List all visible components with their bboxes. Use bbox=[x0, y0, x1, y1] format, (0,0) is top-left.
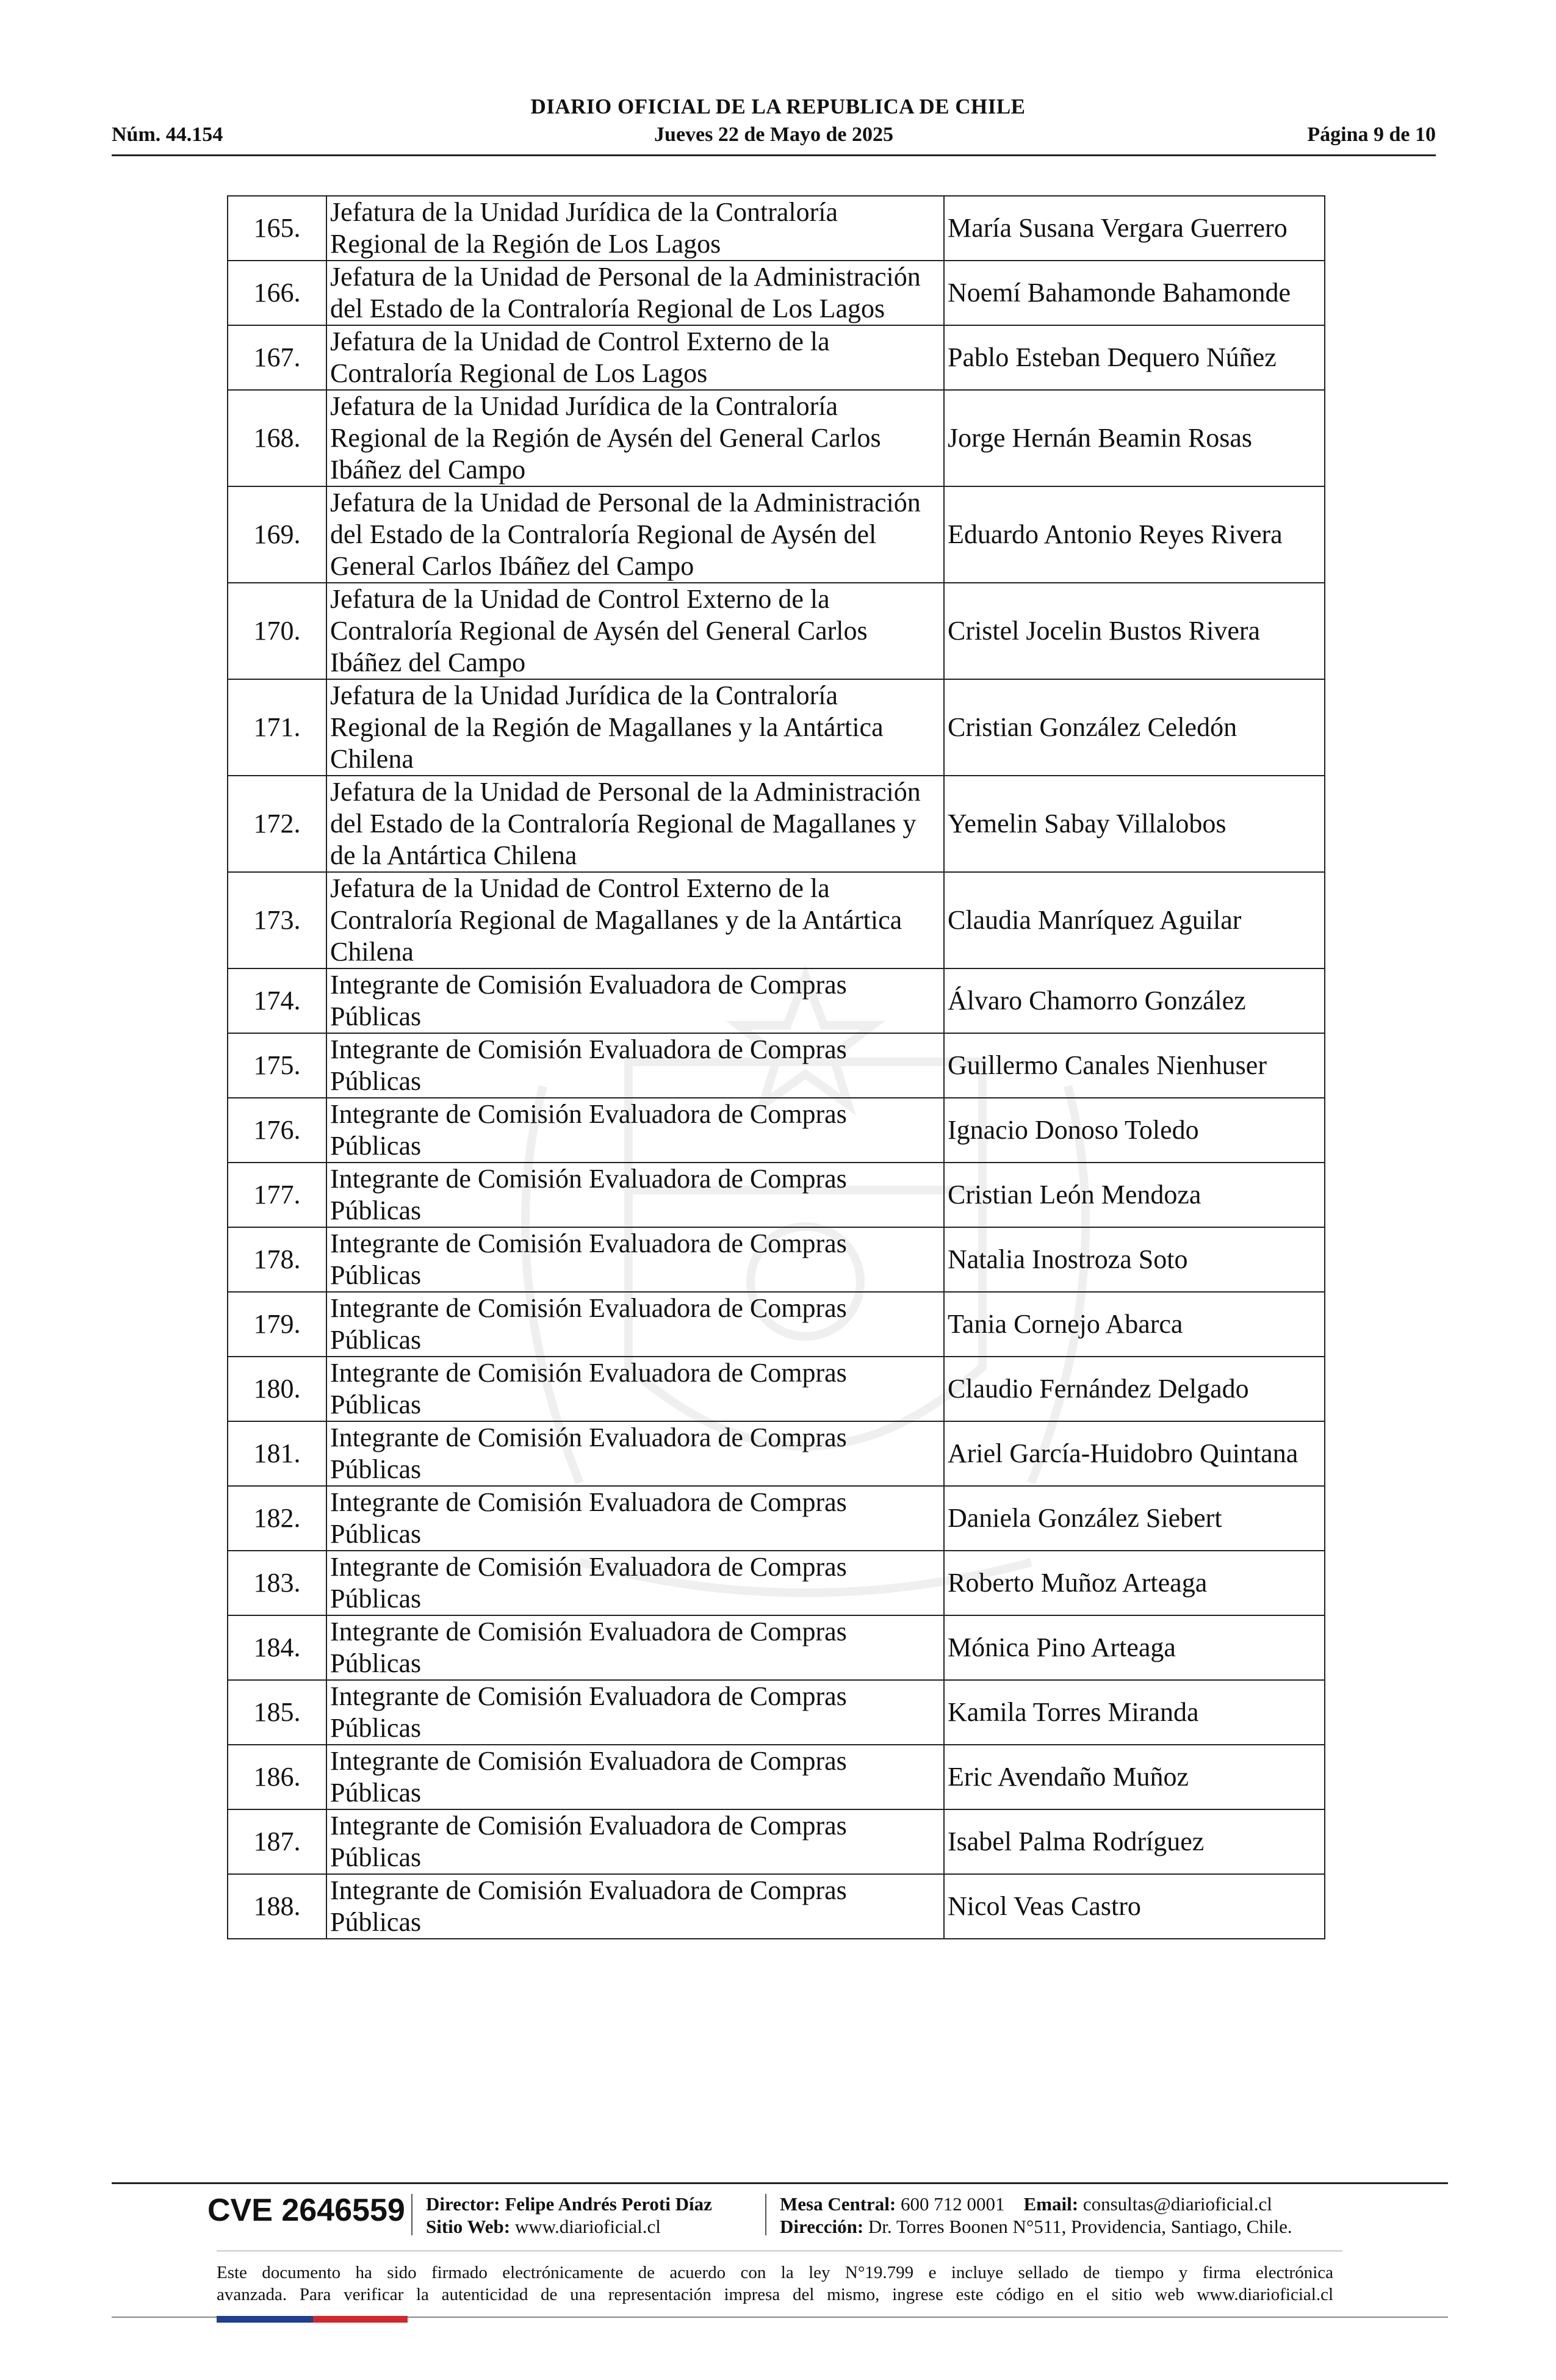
row-number: 179. bbox=[228, 1292, 326, 1357]
table-row bbox=[228, 776, 1325, 872]
legal-notice-line: Este documento ha sido firmado electrónicamente de acuerdo con la ley N°19.799 e incluye sellado de tiempo y firma electrónica bbox=[217, 2263, 1333, 2282]
appointee-name: Pablo Esteban Dequero Núñez bbox=[944, 325, 1325, 390]
director-name: Felipe Andrés Peroti Díaz bbox=[505, 2193, 712, 2215]
appointee-name: Roberto Muñoz Arteaga bbox=[944, 1551, 1325, 1615]
table-row bbox=[228, 1874, 1325, 1939]
appointee-name: Noemí Bahamonde Bahamonde bbox=[944, 261, 1325, 325]
appointee-name: Claudia Manríquez Aguilar bbox=[944, 872, 1325, 968]
row-number: 186. bbox=[228, 1745, 326, 1809]
position-cell: Jefatura de la Unidad de Control Externo de la Contraloría Regional de Magallanes y de la Antártica Chilena bbox=[326, 872, 944, 968]
appointments-table-body bbox=[228, 196, 1325, 1939]
site-link[interactable]: www.diarioficial.cl bbox=[514, 2216, 661, 2237]
row-number: 173. bbox=[228, 872, 326, 968]
issue-date: Jueves 22 de Mayo de 2025 bbox=[654, 123, 893, 146]
email-link[interactable]: consultas@diarioficial.cl bbox=[1082, 2193, 1272, 2215]
row-number: 185. bbox=[228, 1680, 326, 1745]
table-row bbox=[228, 1098, 1325, 1163]
row-number: 171. bbox=[228, 679, 326, 776]
issue-number: Núm. 44.154 bbox=[112, 123, 223, 146]
table-row bbox=[228, 196, 1325, 261]
appointee-name: Ariel García-Huidobro Quintana bbox=[944, 1421, 1325, 1486]
row-number: 170. bbox=[228, 583, 326, 679]
header-divider bbox=[112, 154, 1436, 156]
table-row bbox=[228, 583, 1325, 679]
table-row bbox=[228, 1615, 1325, 1680]
row-number: 187. bbox=[228, 1809, 326, 1874]
page-indicator: Página 9 de 10 bbox=[1307, 123, 1436, 146]
row-number: 167. bbox=[228, 325, 326, 390]
footer-director-block bbox=[426, 2193, 712, 2238]
appointee-name: Kamila Torres Miranda bbox=[944, 1680, 1325, 1745]
appointee-name: Álvaro Chamorro González bbox=[944, 968, 1325, 1033]
site-label: Sitio Web: bbox=[426, 2216, 511, 2237]
position-cell: Jefatura de la Unidad Jurídica de la Contraloría Regional de la Región de Aysén del General Carlos Ibáñez del Campo bbox=[326, 390, 944, 486]
position-cell: Integrante de Comisión Evaluadora de Compras Públicas bbox=[326, 1357, 944, 1421]
legal-notice-line: avanzada. Para verificar la autenticidad de una representación impresa del mismo, ingrese este código en el sitio web www.diarioficial.cl bbox=[217, 2285, 1333, 2304]
table-row bbox=[228, 1809, 1325, 1874]
position-cell: Integrante de Comisión Evaluadora de Compras Públicas bbox=[326, 1292, 944, 1357]
footer-contact-block bbox=[780, 2193, 1292, 2238]
appointee-name: Tania Cornejo Abarca bbox=[944, 1292, 1325, 1357]
table-row bbox=[228, 1033, 1325, 1098]
position-cell: Integrante de Comisión Evaluadora de Compras Públicas bbox=[326, 1421, 944, 1486]
position-cell: Integrante de Comisión Evaluadora de Compras Públicas bbox=[326, 1615, 944, 1680]
newspaper-title: DIARIO OFICIAL DE LA REPUBLICA DE CHILE bbox=[530, 95, 1026, 118]
table-row bbox=[228, 1421, 1325, 1486]
position-cell: Jefatura de la Unidad Jurídica de la Contraloría Regional de la Región de Los Lagos bbox=[326, 196, 944, 261]
position-cell: Integrante de Comisión Evaluadora de Compras Públicas bbox=[326, 1163, 944, 1227]
position-cell: Integrante de Comisión Evaluadora de Compras Públicas bbox=[326, 1098, 944, 1163]
appointee-name: Nicol Veas Castro bbox=[944, 1874, 1325, 1939]
table-row bbox=[228, 390, 1325, 486]
appointee-name: Daniela González Siebert bbox=[944, 1486, 1325, 1551]
position-cell: Integrante de Comisión Evaluadora de Compras Públicas bbox=[326, 968, 944, 1033]
header-row bbox=[112, 123, 1436, 151]
position-cell: Jefatura de la Unidad de Control Externo de la Contraloría Regional de Los Lagos bbox=[326, 325, 944, 390]
footer-separator bbox=[411, 2194, 412, 2235]
appointments-table bbox=[227, 195, 1325, 1939]
table-row bbox=[228, 1745, 1325, 1809]
position-cell: Integrante de Comisión Evaluadora de Compras Públicas bbox=[326, 1745, 944, 1809]
address-label: Dirección: bbox=[780, 2216, 864, 2237]
position-cell: Integrante de Comisión Evaluadora de Compras Públicas bbox=[326, 1680, 944, 1745]
appointee-name: Isabel Palma Rodríguez bbox=[944, 1809, 1325, 1874]
appointee-name: Eduardo Antonio Reyes Rivera bbox=[944, 486, 1325, 583]
table-row bbox=[228, 872, 1325, 968]
row-number: 183. bbox=[228, 1551, 326, 1615]
row-number: 188. bbox=[228, 1874, 326, 1939]
table-row bbox=[228, 1292, 1325, 1357]
table-row bbox=[228, 1163, 1325, 1227]
row-number: 166. bbox=[228, 261, 326, 325]
position-cell: Integrante de Comisión Evaluadora de Compras Públicas bbox=[326, 1809, 944, 1874]
footer-divider-top bbox=[112, 2182, 1448, 2184]
table-row bbox=[228, 1357, 1325, 1421]
position-cell: Jefatura de la Unidad de Personal de la Administración del Estado de la Contraloría Regional de Aysén del General Carlos Ibáñez del Campo bbox=[326, 486, 944, 583]
row-number: 176. bbox=[228, 1098, 326, 1163]
table-row bbox=[228, 1227, 1325, 1292]
table-row bbox=[228, 261, 1325, 325]
appointee-name: Guillermo Canales Nienhuser bbox=[944, 1033, 1325, 1098]
flag-stripe-blue bbox=[217, 2316, 313, 2323]
position-cell: Jefatura de la Unidad de Personal de la Administración del Estado de la Contraloría Regional de Magallanes y de la Antártica Chilena bbox=[326, 776, 944, 872]
table-row bbox=[228, 968, 1325, 1033]
row-number: 175. bbox=[228, 1033, 326, 1098]
appointee-name: Natalia Inostroza Soto bbox=[944, 1227, 1325, 1292]
row-number: 165. bbox=[228, 196, 326, 261]
phone-label: Mesa Central: bbox=[780, 2193, 896, 2215]
flag-stripe-red bbox=[313, 2316, 408, 2323]
table-row bbox=[228, 1551, 1325, 1615]
appointee-name: Mónica Pino Arteaga bbox=[944, 1615, 1325, 1680]
position-cell: Jefatura de la Unidad de Personal de la Administración del Estado de la Contraloría Regional de Los Lagos bbox=[326, 261, 944, 325]
phone-number: 600 712 0001 bbox=[901, 2193, 1005, 2215]
email-label: Email: bbox=[1023, 2193, 1079, 2215]
row-number: 177. bbox=[228, 1163, 326, 1227]
appointee-name: Claudio Fernández Delgado bbox=[944, 1357, 1325, 1421]
position-cell: Integrante de Comisión Evaluadora de Compras Públicas bbox=[326, 1486, 944, 1551]
appointee-name: Cristian González Celedón bbox=[944, 679, 1325, 776]
appointee-name: Yemelin Sabay Villalobos bbox=[944, 776, 1325, 872]
appointee-name: María Susana Vergara Guerrero bbox=[944, 196, 1325, 261]
table-row bbox=[228, 679, 1325, 776]
address-text: Dr. Torres Boonen N°511, Providencia, Santiago, Chile. bbox=[868, 2216, 1292, 2237]
table-row bbox=[228, 1486, 1325, 1551]
position-cell: Integrante de Comisión Evaluadora de Compras Públicas bbox=[326, 1874, 944, 1939]
appointee-name: Jorge Hernán Beamin Rosas bbox=[944, 390, 1325, 486]
appointee-name: Eric Avendaño Muñoz bbox=[944, 1745, 1325, 1809]
director-label: Director: bbox=[426, 2193, 500, 2215]
row-number: 180. bbox=[228, 1357, 326, 1421]
row-number: 169. bbox=[228, 486, 326, 583]
appointee-name: Cristian León Mendoza bbox=[944, 1163, 1325, 1227]
footer-separator bbox=[765, 2194, 766, 2235]
table-row bbox=[228, 1680, 1325, 1745]
table-row bbox=[228, 325, 1325, 390]
table-row bbox=[228, 486, 1325, 583]
appointee-name: Cristel Jocelin Bustos Rivera bbox=[944, 583, 1325, 679]
row-number: 184. bbox=[228, 1615, 326, 1680]
appointee-name: Ignacio Donoso Toledo bbox=[944, 1098, 1325, 1163]
position-cell: Jefatura de la Unidad de Control Externo de la Contraloría Regional de Aysén del General Carlos Ibáñez del Campo bbox=[326, 583, 944, 679]
row-number: 178. bbox=[228, 1227, 326, 1292]
position-cell: Integrante de Comisión Evaluadora de Compras Públicas bbox=[326, 1227, 944, 1292]
cve-code: CVE 2646559 bbox=[207, 2193, 405, 2228]
position-cell: Jefatura de la Unidad Jurídica de la Contraloría Regional de la Región de Magallanes y la Antártica Chilena bbox=[326, 679, 944, 776]
row-number: 172. bbox=[228, 776, 326, 872]
row-number: 182. bbox=[228, 1486, 326, 1551]
position-cell: Integrante de Comisión Evaluadora de Compras Públicas bbox=[326, 1551, 944, 1615]
row-number: 168. bbox=[228, 390, 326, 486]
row-number: 174. bbox=[228, 968, 326, 1033]
position-cell: Integrante de Comisión Evaluadora de Compras Públicas bbox=[326, 1033, 944, 1098]
row-number: 181. bbox=[228, 1421, 326, 1486]
legal-notice bbox=[217, 2262, 1333, 2306]
